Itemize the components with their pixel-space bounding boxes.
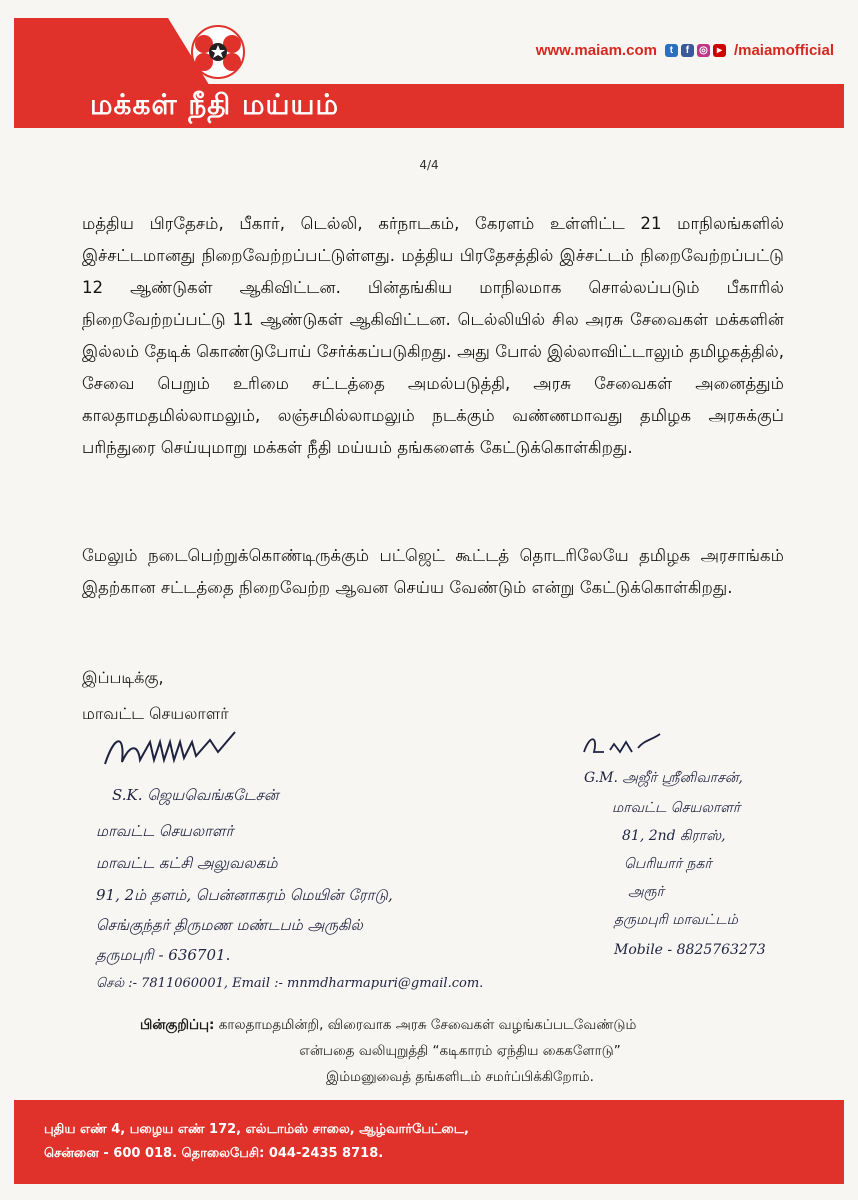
body-paragraph-2 xyxy=(82,540,784,604)
party-name: மக்கள் நீதி மய்யம் xyxy=(90,88,340,121)
twitter-icon: t xyxy=(665,44,678,57)
footnote xyxy=(140,1012,780,1090)
footnote-label: பின்குறிப்பு: xyxy=(140,1017,215,1033)
hw-left-line-4: 91, 2ம் தளம், பென்னாகரம் மெயின் ரோடு, xyxy=(96,886,393,904)
social-icons xyxy=(665,44,726,57)
party-logo-icon xyxy=(186,22,250,82)
hw-left-line-1: S.K. ஜெயவெங்கடேசன் xyxy=(112,786,279,804)
social-handle[interactable]: /maiamofficial xyxy=(733,42,834,59)
signature-right xyxy=(580,730,670,760)
salutation: இப்படிக்கு, xyxy=(82,668,164,687)
hw-right-line-6: தருமபுரி மாவட்டம் xyxy=(614,912,738,928)
facebook-icon: f xyxy=(681,44,694,57)
hw-left-line-2: மாவட்ட செயலாளர் xyxy=(96,822,234,840)
hw-right-line-3: 81, 2nd கிராஸ், xyxy=(622,828,726,844)
footnote-line-1: காலதாமதமின்றி, விரைவாக அரசு சேவைகள் வழங்கப்படவேண்டும் xyxy=(218,1017,637,1033)
page-number: 4/4 xyxy=(419,158,439,172)
hw-left-line-3: மாவட்ட கட்சி அலுவலகம் xyxy=(96,854,278,872)
footnote-line-2: என்பதை வலியுறுத்தி “கடிகாரம் ஏந்திய கைகளோடு” xyxy=(299,1043,621,1059)
instagram-icon: ◎ xyxy=(697,44,710,57)
website-link[interactable]: www.maiam.com xyxy=(535,42,657,59)
footer-band xyxy=(14,1100,844,1184)
footnote-line-3: இம்மனுவைத் தங்களிடம் சமர்ப்பிக்கிறோம். xyxy=(326,1069,594,1085)
footer-address-line-1: புதிய எண் 4, பழைய எண் 172, எல்டாம்ஸ் சாலை, ஆழ்வார்பேட்டை, xyxy=(44,1122,469,1137)
hw-left-line-7: செல் :- 7811060001, Email :- mnmdharmapuri@gmail.com. xyxy=(96,976,484,991)
signatory-designation: மாவட்ட செயலாளர் xyxy=(82,704,229,723)
web-contact-row xyxy=(536,42,834,59)
hw-right-line-5: அரூர் xyxy=(628,884,664,900)
hw-right-line-1: G.M. அஜீர் ஸ்ரீனிவாசன், xyxy=(584,770,743,786)
hw-left-line-6: தருமபுரி - 636701. xyxy=(96,946,231,964)
hw-left-line-5: செங்குந்தர் திருமண மண்டபம் அருகில் xyxy=(96,916,363,934)
closing-block xyxy=(82,660,229,732)
signature-left xyxy=(100,724,240,774)
hw-right-line-4: பெரியார் நகர் xyxy=(624,856,712,872)
youtube-icon: ▸ xyxy=(713,44,726,57)
footer-address-line-2: சென்னை - 600 018. தொலைபேசி: 044-2435 8718. xyxy=(44,1146,384,1161)
paragraph-1-text: மத்திய பிரதேசம், பீகார், டெல்லி, கர்நாடகம், கேரளம் உள்ளிட்ட 21 மாநிலங்களில் இச்சட்டமானது நிறைவேற்றப்பட்டுள்ளது. மத்திய பிரதேசத்தில் இச்சட்டம் நிறைவேற்றப்பட்டு 12 ஆண்டுகள் ஆகிவிட்டன. பின்தங்கிய மாநிலமாக சொல்லப்படும் பீகாரில் நிறைவேற்றப்பட்டு 11 ஆண்டுகள் ஆகிவிட்டன. டெல்லியில் சில அரசு சேவைகள் மக்களின் இல்லம் தேடிக் கொண்டுபோய் சேர்க்கப்படுகிறது. அது போல் இல்லாவிட்டாலும் தமிழகத்தில், சேவை பெறும் உரிமை சட்டத்தை அமல்படுத்தி, அரசு சேவைகள் அனைத்தும் காலதாமதமில்லாமலும், லஞ்சமில்லாமலும் நடக்கும் வண்ணமாவது தமிழக அரசுக்குப் பரிந்துரை செய்யுமாறு மக்கள் நீதி மய்யம் தங்களைக் கேட்டுக்கொள்கிறது. xyxy=(82,214,784,457)
body-paragraph-1 xyxy=(82,208,784,464)
footer-address xyxy=(44,1118,469,1166)
hw-right-line-7: Mobile - 8825763273 xyxy=(614,942,766,958)
paragraph-2-text: மேலும் நடைபெற்றுக்கொண்டிருக்கும் பட்ஜெட் கூட்டத் தொடரிலேயே தமிழக அரசாங்கம் இதற்கான சட்டத்தை நிறைவேற்ற ஆவன செய்ய வேண்டும் என்று கேட்டுக்கொள்கிறது. xyxy=(82,546,784,597)
hw-right-line-2: மாவட்ட செயலாளர் xyxy=(612,800,741,816)
